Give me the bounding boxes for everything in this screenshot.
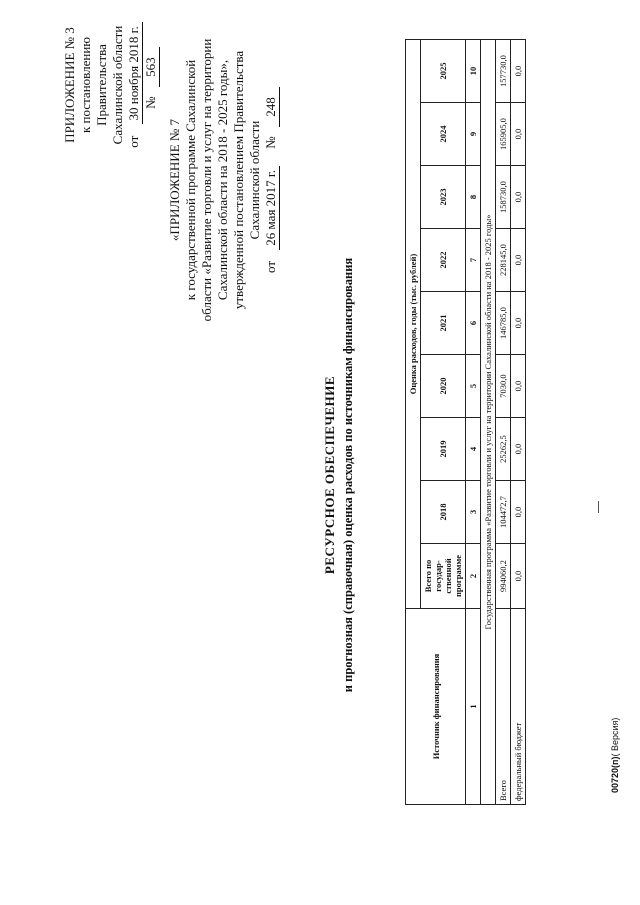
table-cell: 146785,0 [496,292,511,355]
program-row [481,40,496,805]
header-year: 2020 [421,355,466,418]
appendix-3-reference [126,10,160,160]
footer-version [610,718,620,793]
header-year: 2023 [421,166,466,229]
document-title: РЕСУРСНОЕ ОБЕСПЕЧЕНИЕ [322,375,337,575]
header-year: 2022 [421,229,466,292]
ref-from-label: от [263,260,278,273]
ref-number: 563 [143,47,160,87]
table-cell: 0,0 [511,355,526,418]
column-index: 8 [466,166,481,229]
appendix-7-line: к государственной программе Сахалинской [183,59,198,301]
table-row [511,40,526,805]
table-cell: 25262,5 [496,418,511,481]
ref-date: 26 мая 2017 г. [263,166,280,250]
header-year: 2025 [421,40,466,103]
footer-code: 00720(п) [610,756,620,793]
appendix-7-block [167,10,280,350]
column-index: 3 [466,481,481,544]
table-cell: 0,0 [511,481,526,544]
column-index: 9 [466,103,481,166]
table-cell: 158730,0 [496,166,511,229]
table-cell: 994060,2 [496,544,511,609]
header-year: 2019 [421,418,466,481]
row-label: федеральный бюджет [511,609,526,805]
table-row [496,40,511,805]
appendix-7-line: Сахалинской области [247,120,262,240]
column-index: 5 [466,355,481,418]
ref-number-sign: № [263,136,278,149]
header-source: Источник финансирования [406,609,466,805]
page-mark [598,501,599,513]
program-name: Государственная программа «Развитие торговли и услуг на территории Сахалинской области на 2018 - 2025 годы» [481,40,496,805]
column-index: 7 [466,229,481,292]
table-cell: 0,0 [511,103,526,166]
appendix-3-title: ПРИЛОЖЕНИЕ № 3 [62,27,77,143]
table-cell: 0,0 [511,292,526,355]
header-row [406,40,421,805]
table-cell: 0,0 [511,40,526,103]
header-year: 2018 [421,481,466,544]
ref-number-sign: № [143,96,158,109]
table-cell: 0,0 [511,166,526,229]
column-index: 6 [466,292,481,355]
table-cell: 228145,0 [496,229,511,292]
ref-number: 248 [263,87,280,127]
column-index: 1 [466,609,481,805]
appendix-3-line: к постановлению Правительства [78,36,109,134]
table-cell: 0,0 [511,418,526,481]
column-index: 10 [466,40,481,103]
header-year: 2021 [421,292,466,355]
appendix-7-reference [263,10,280,350]
header-year: 2024 [421,103,466,166]
table-cell: 0,0 [511,229,526,292]
appendix-7-title: «ПРИЛОЖЕНИЕ № 7 [167,118,182,242]
funding-table [405,39,526,805]
header-total: Всего по государ-ственной программе [421,544,466,609]
column-index: 4 [466,418,481,481]
appendix-3-block [62,10,160,160]
table-cell: 7030,0 [496,355,511,418]
header-estimate: Оценка расходов, годы (тыс. рублей) [406,40,421,609]
appendix-7-line: утвержденной постановлением Правительства [231,50,246,310]
ref-from-label: от [126,135,141,148]
appendix-7-line: Сахалинской области на 2018 - 2025 годы», [215,59,230,301]
document-subtitle: и прогнозная (справочная) оценка расходов по источникам финансирования [341,257,355,693]
row-label: Всего [496,609,511,805]
column-index-row [466,40,481,805]
appendix-7-line: области «Развитие торговли и услуг на территории [199,38,214,322]
footer-suffix: ( Версия) [610,717,620,757]
table-cell: 104472,7 [496,481,511,544]
appendix-3-line: Сахалинской области [110,25,125,145]
table-cell: 0,0 [511,544,526,609]
column-index: 2 [466,544,481,609]
table-cell: 157730,0 [496,40,511,103]
table-cell: 165905,0 [496,103,511,166]
ref-date: 30 ноября 2018 г. [126,22,143,124]
